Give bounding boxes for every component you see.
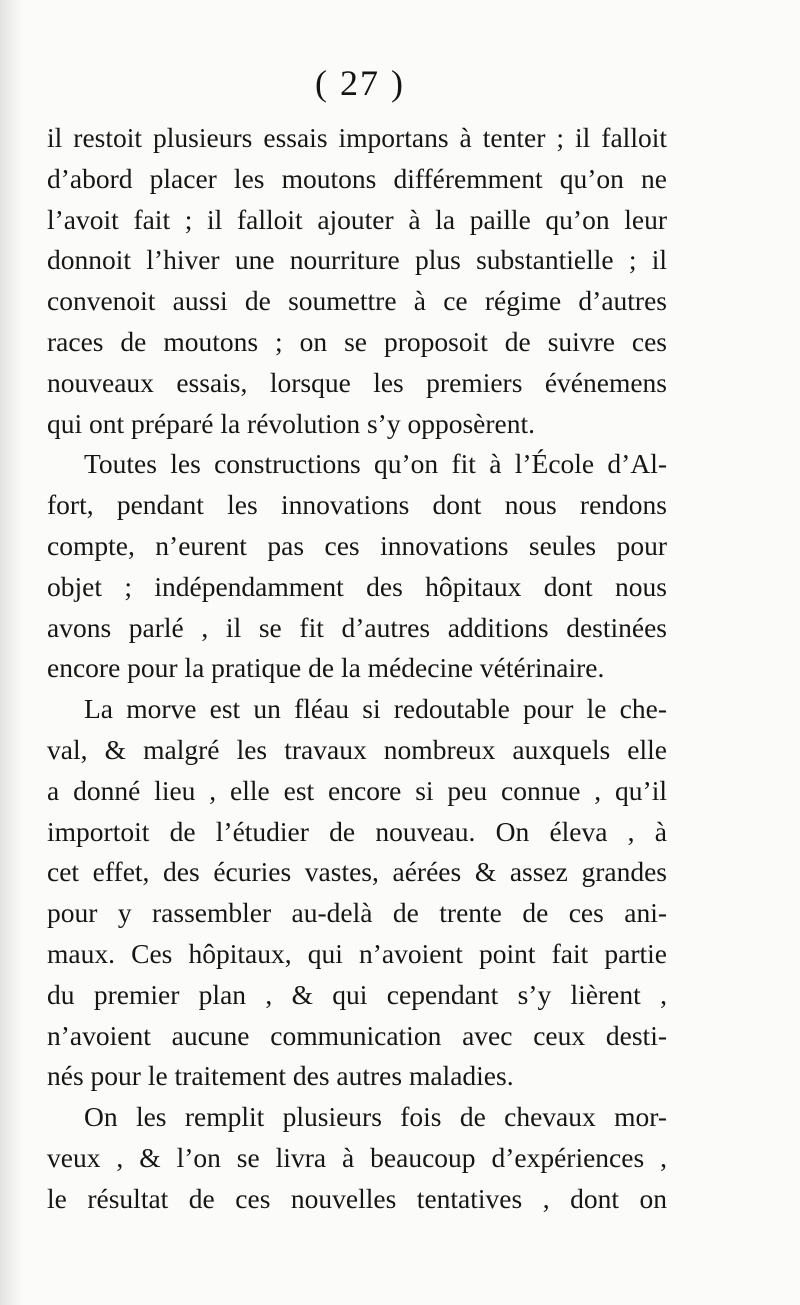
- text-line: convenoit aussi de soumettre à ce régime d’autres: [47, 285, 667, 317]
- paragraph: [47, 118, 667, 444]
- text-line: avons parlé , il se fit d’autres additions destinées: [47, 611, 667, 643]
- text-line: Toutes les constructions qu’on fit à l’École d’Al-: [84, 448, 667, 480]
- paragraph: [47, 689, 667, 1097]
- text-line: veux , & l’on se livra à beaucoup d’expériences ,: [47, 1141, 667, 1173]
- text-line: du premier plan , & qui cependant s’y lièrent ,: [47, 978, 667, 1010]
- text-line: cet effet, des écuries vastes, aérées & assez grandes: [47, 856, 667, 888]
- text-line: val, & malgré les travaux nombreux auxquels elle: [47, 733, 667, 765]
- text-line: nés pour le traitement des autres maladies.: [47, 1060, 514, 1092]
- text-line: pour y rassembler au-delà de trente de ces ani-: [47, 897, 667, 929]
- text-line: qui ont préparé la révolution s’y opposèrent.: [47, 407, 535, 439]
- text-line: fort, pendant les innovations dont nous rendons: [47, 489, 667, 521]
- text-line: On les remplit plusieurs fois de chevaux mor-: [84, 1101, 667, 1133]
- text-line: nouveaux essais, lorsque les premiers événemens: [47, 366, 667, 398]
- text-line: d’abord placer les moutons différemment qu’on ne: [47, 162, 667, 194]
- text-line: le résultat de ces nouvelles tentatives , dont on: [47, 1182, 667, 1214]
- text-line: objet ; indépendamment des hôpitaux dont nous: [47, 570, 667, 602]
- text-line: n’avoient aucune communication avec ceux desti-: [47, 1019, 667, 1051]
- text-line: il restoit plusieurs essais importans à tenter ; il falloit: [47, 122, 667, 153]
- text-line: maux. Ces hôpitaux, qui n’avoient point fait partie: [47, 937, 667, 969]
- text-line: encore pour la pratique de la médecine vétérinaire.: [47, 652, 605, 684]
- paragraph: [47, 444, 667, 689]
- body-text: [47, 118, 667, 1220]
- text-line: La morve est un fléau si redoutable pour le che-: [84, 693, 667, 725]
- paragraph: [47, 1097, 667, 1219]
- text-line: importoit de l’étudier de nouveau. On éleva , à: [47, 815, 667, 847]
- page-gutter-shadow: [0, 0, 22, 1305]
- text-line: races de moutons ; on se proposoit de suivre ces: [47, 325, 667, 357]
- text-line: a donné lieu , elle est encore si peu connue , qu’il: [47, 774, 667, 806]
- text-line: donnoit l’hiver une nourriture plus substantielle ; il: [47, 244, 667, 276]
- text-line: compte, n’eurent pas ces innovations seules pour: [47, 529, 667, 561]
- page-number: ( 27 ): [315, 63, 405, 103]
- text-line: l’avoit fait ; il falloit ajouter à la paille qu’on leur: [47, 203, 667, 235]
